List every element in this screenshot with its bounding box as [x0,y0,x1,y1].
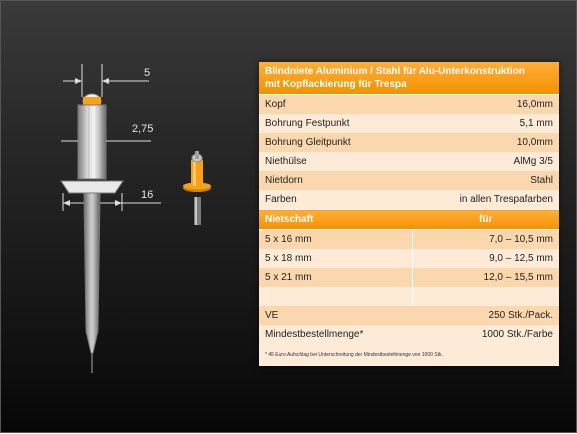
row-label: Niethülse [259,152,412,171]
table-row [259,190,559,210]
dimension-top [63,64,149,97]
table-title-line2: mit Kopflackierung für Trespa [265,79,407,90]
table-row [259,152,559,171]
mandrel-head-band [83,97,101,105]
footnote-row [259,344,559,366]
table-row [259,325,559,344]
table-row [259,171,559,190]
table-row [259,114,559,133]
rivet-photo [183,151,211,225]
dim-label-head: 16 [141,189,154,201]
order-value: 250 Stk./Pack. [412,306,559,325]
size-range: 9,0 – 12,5 mm [412,249,559,268]
size-label: 5 x 18 mm [259,249,412,268]
dim-label-top: 5 [144,67,151,79]
section-header-row [259,210,559,230]
size-label: 5 x 16 mm [259,230,412,250]
table-row [259,230,559,250]
order-label: Mindestbestellmenge* [259,325,412,344]
table-row-empty [259,287,559,306]
spec-table [259,62,559,366]
table-row [259,95,559,115]
row-value: AlMg 3/5 [412,152,559,171]
table-row [259,133,559,152]
size-label: 5 x 21 mm [259,268,412,287]
row-label: Farben [259,190,412,210]
order-value: 1000 Stk./Farbe [412,325,559,344]
row-value: 16,0mm [412,95,559,115]
table-row [259,249,559,268]
rivet-shank [78,105,106,179]
footnote: * 45 Euro Aufschlag bei Unterschreitung der Mindestbestellmenge von 1000 Stk. [259,344,559,366]
row-value: 5,1 mm [412,114,559,133]
section-header-label: Nietschaft [259,210,412,230]
size-range: 12,0 – 15,5 mm [412,268,559,287]
table-row [259,268,559,287]
table-row [259,306,559,325]
table-title-line1: Blindniete Aluminium / Stahl für Alu-Unterkonstruktion [265,66,525,77]
dim-label-shank: 2,75 [132,123,154,135]
row-label: Bohrung Gleitpunkt [259,133,412,152]
section-header-value: für [412,210,559,230]
row-value: 10,0mm [412,133,559,152]
row-value: in allen Trespafarben [412,190,559,210]
size-range: 7,0 – 10,5 mm [412,230,559,250]
rivet-head-flange [61,181,123,193]
table-title-row [259,62,559,95]
order-label: VE [259,306,412,325]
row-label: Kopf [259,95,412,115]
row-value: Stahl [412,171,559,190]
row-label: Bohrung Festpunkt [259,114,412,133]
row-label: Nietdorn [259,171,412,190]
